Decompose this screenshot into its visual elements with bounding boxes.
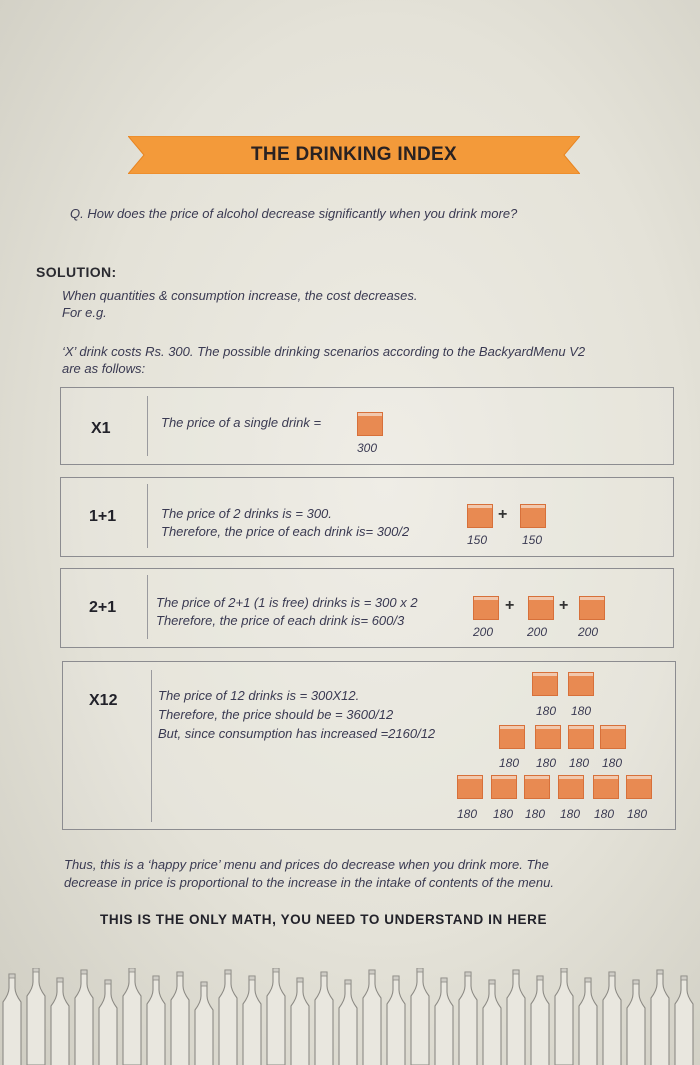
solution-heading: SOLUTION: [36, 264, 117, 280]
bottle-icon [123, 968, 141, 1065]
bottle-icon [147, 976, 165, 1065]
divider [151, 670, 152, 822]
scenario-line-2: Therefore, the price of each drink is= 300/2 [161, 524, 410, 539]
plus-icon: + [505, 597, 515, 614]
price-label: 200 [578, 625, 599, 639]
bottle-icon [195, 982, 213, 1065]
price-label: 200 [473, 625, 494, 639]
beer-glass-icon [593, 775, 619, 799]
bottle-icon [651, 970, 669, 1065]
bottle-icon [339, 980, 357, 1065]
price-label: 180 [499, 756, 520, 770]
beer-glass-icon [600, 725, 626, 749]
bottle-icon [435, 978, 453, 1065]
intro-line-1: ‘X’ drink costs Rs. 300. The possible drinking scenarios according to the BackyardMenu V2 [62, 344, 586, 359]
bottle-icon [267, 968, 285, 1065]
intro-line-2: are as follows: [62, 361, 146, 376]
scenario-x12 [62, 661, 676, 830]
divider [147, 396, 148, 456]
price-label: 300 [357, 441, 378, 455]
scenario-2-plus-1 [60, 568, 674, 648]
scenario-1-plus-1 [60, 477, 674, 557]
price-label: 180 [493, 807, 514, 821]
beer-glass-icon [558, 775, 584, 799]
plus-icon: + [498, 506, 508, 523]
bottle-icon [171, 972, 189, 1065]
scenario-label: X1 [91, 420, 111, 437]
beer-glass-icon [457, 775, 483, 799]
bottle-icon [219, 970, 237, 1065]
beer-glass-icon [524, 775, 550, 799]
beer-glass-icon [467, 504, 493, 528]
price-label: 200 [527, 625, 548, 639]
bottle-icon [99, 980, 117, 1065]
bottle-icon [315, 972, 333, 1065]
title-banner [128, 136, 580, 174]
page-title: THE DRINKING INDEX [251, 144, 457, 165]
price-label: 180 [457, 807, 478, 821]
price-label: 180 [569, 756, 590, 770]
bottle-icon [51, 978, 69, 1065]
scenario-text: The price of a single drink = [161, 415, 322, 430]
footer-note: THIS IS THE ONLY MATH, YOU NEED TO UNDERSTAND IN HERE [100, 912, 548, 927]
solution-line-1: When quantities & consumption increase, the cost decreases. [62, 288, 418, 303]
bottle-icon [483, 980, 501, 1065]
bottle-icon [387, 976, 405, 1065]
bottle-icon [363, 970, 381, 1065]
price-label: 180 [536, 756, 557, 770]
bottle-icon [459, 972, 477, 1065]
beer-glass-icon [357, 412, 383, 436]
scenario-line-3: But, since consumption has increased =2160/12 [158, 726, 436, 741]
beer-glass-icon [528, 596, 554, 620]
beer-glass-icon [520, 504, 546, 528]
price-label: 180 [571, 704, 592, 718]
bottle-icon [531, 976, 549, 1065]
beer-glass-icon [626, 775, 652, 799]
divider [147, 484, 148, 548]
divider [147, 575, 148, 639]
scenario-label: 1+1 [89, 508, 117, 525]
price-label: 150 [467, 533, 488, 547]
bottle-icon [603, 972, 621, 1065]
bottle-icon [243, 976, 261, 1065]
price-label: 180 [602, 756, 623, 770]
plus-icon: + [559, 597, 569, 614]
scenario-label: X12 [89, 692, 118, 709]
price-label: 180 [525, 807, 546, 821]
price-label: 180 [627, 807, 648, 821]
beer-glass-icon [568, 725, 594, 749]
bottle-row [0, 968, 700, 1065]
question-text: Q. How does the price of alcohol decrease significantly when you drink more? [70, 206, 518, 221]
conclusion-line-2: decrease in price is proportional to the increase in the intake of contents of the menu. [64, 875, 554, 890]
bottle-icon [3, 974, 21, 1065]
scenario-line-2: Therefore, the price of each drink is= 600/3 [156, 613, 405, 628]
bottle-icon [507, 970, 525, 1065]
scenario-line-1: The price of 2 drinks is = 300. [161, 506, 332, 521]
scenario-line-2: Therefore, the price should be = 3600/12 [158, 707, 394, 722]
beer-glass-icon [568, 672, 594, 696]
bottle-icon [627, 980, 645, 1065]
bottle-icon [555, 968, 573, 1065]
scenario-x1 [60, 387, 674, 465]
scenario-line-1: The price of 12 drinks is = 300X12. [158, 688, 360, 703]
conclusion-line-1: Thus, this is a ‘happy price’ menu and prices do decrease when you drink more. The [64, 857, 549, 872]
solution-line-2: For e.g. [62, 305, 107, 320]
bottle-icon [675, 976, 693, 1065]
beer-glass-icon [499, 725, 525, 749]
price-label: 180 [594, 807, 615, 821]
price-label: 150 [522, 533, 543, 547]
bottle-icon [291, 978, 309, 1065]
beer-glass-icon [473, 596, 499, 620]
bottle-icon [411, 968, 429, 1065]
beer-glass-icon [491, 775, 517, 799]
bottle-icon [579, 978, 597, 1065]
beer-glass-icon [532, 672, 558, 696]
scenario-line-1: The price of 2+1 (1 is free) drinks is = 300 x 2 [156, 595, 418, 610]
beer-glass-icon [579, 596, 605, 620]
price-label: 180 [536, 704, 557, 718]
scenario-label: 2+1 [89, 599, 117, 616]
beer-glass-icon [535, 725, 561, 749]
price-label: 180 [560, 807, 581, 821]
bottle-icon [75, 970, 93, 1065]
bottle-icon [27, 968, 45, 1065]
